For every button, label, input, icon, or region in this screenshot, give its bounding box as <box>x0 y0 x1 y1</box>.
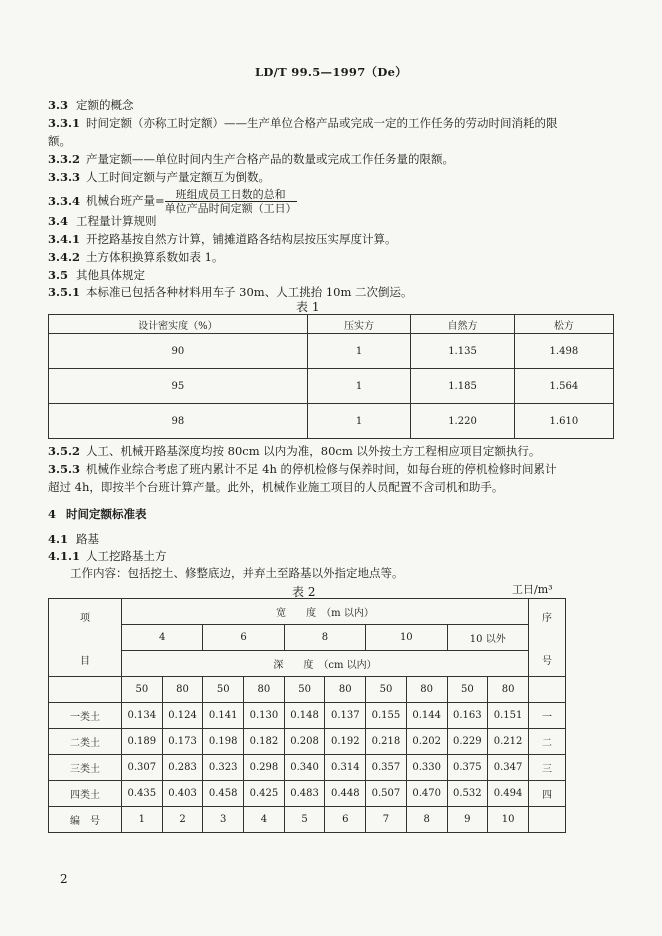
row-label: 四类土 <box>49 781 122 807</box>
section-number: 4.1 <box>48 532 69 546</box>
seq-header-top: 序 <box>542 612 552 624</box>
clause-4-1-1 <box>48 549 167 564</box>
depth-values-row <box>49 677 566 703</box>
clause-number: 3.3.2 <box>48 152 81 166</box>
item-header-cell <box>49 599 122 677</box>
clause-number: 3.5.1 <box>48 285 81 299</box>
clause-3-4-1 <box>48 232 397 247</box>
table-1-caption: 表 1 <box>296 300 320 314</box>
number-cell: 4 <box>244 807 285 833</box>
width-cell: 10 以外 <box>447 625 529 651</box>
table-cell: 0.340 <box>284 755 325 781</box>
table-row <box>49 703 566 729</box>
depth-cell: 80 <box>406 677 447 703</box>
table-cell: 0.323 <box>203 755 244 781</box>
number-row <box>49 807 566 833</box>
header-cell: 松方 <box>514 315 613 334</box>
table-cell: 0.458 <box>203 781 244 807</box>
table-cell: 0.403 <box>162 781 203 807</box>
running-header: LD/T 99.5—1997（De） <box>254 65 408 79</box>
table-row <box>49 369 614 404</box>
clause-3-5-2 <box>48 444 540 459</box>
table-cell: 0.130 <box>244 703 285 729</box>
section-heading: 工程量计算规则 <box>76 214 157 228</box>
number-cell: 9 <box>447 807 488 833</box>
table-cell: 0.137 <box>325 703 366 729</box>
table-cell: 0.483 <box>284 781 325 807</box>
table-cell: 0.182 <box>244 729 285 755</box>
table-row <box>49 755 566 781</box>
number-cell: 6 <box>325 807 366 833</box>
number-cell: 1 <box>122 807 163 833</box>
clause-3-3-2 <box>48 152 454 167</box>
table-cell: 0.155 <box>366 703 407 729</box>
table-cell: 0.494 <box>488 781 529 807</box>
table-cell: 0.208 <box>284 729 325 755</box>
clause-3-5-3 <box>48 462 557 477</box>
fraction-numerator: 班组成员工日数的总和 <box>165 188 297 202</box>
table-cell: 0.425 <box>244 781 285 807</box>
clause-number: 3.4.2 <box>48 250 81 264</box>
number-cell: 8 <box>406 807 447 833</box>
clause-number: 3.5.2 <box>48 444 81 458</box>
empty-cell <box>529 677 566 703</box>
depth-cell: 50 <box>284 677 325 703</box>
clause-text: 时间定额（亦称工时定额）——生产单位合格产品或完成一定的工作任务的劳动时间消耗的限 <box>86 116 558 130</box>
clause-3-4-2 <box>48 250 223 265</box>
row-label: 编 号 <box>49 807 122 833</box>
table-cell: 1.185 <box>411 369 514 404</box>
table-cell: 90 <box>49 334 308 369</box>
number-cell: 3 <box>203 807 244 833</box>
table-cell: 1.220 <box>411 404 514 439</box>
empty-cell <box>49 677 122 703</box>
section-heading: 定额的概念 <box>76 98 134 112</box>
table-cell: 1.610 <box>514 404 613 439</box>
depth-cell: 50 <box>203 677 244 703</box>
table-cell: 0.375 <box>447 755 488 781</box>
clause-3-5-3-continued: 超过 4h，即按半个台班计算产量。此外，机械作业施工项目的人员配置不含司机和助手。 <box>48 480 504 494</box>
table-2 <box>48 598 566 833</box>
table-cell: 0.448 <box>325 781 366 807</box>
table-cell: 0.298 <box>244 755 285 781</box>
table-cell: 0.347 <box>488 755 529 781</box>
depth-cell: 80 <box>244 677 285 703</box>
formula-lhs: 机械台班产量= <box>86 193 165 208</box>
width-cell: 4 <box>122 625 203 651</box>
table-row <box>49 729 566 755</box>
seq-cell: 四 <box>529 781 566 807</box>
section-heading: 其他具体规定 <box>76 268 145 282</box>
fraction-denominator: 单位产品时间定额（工日） <box>164 202 297 215</box>
item-header-bottom: 目 <box>80 655 90 667</box>
width-cell: 6 <box>203 625 284 651</box>
section-3-3 <box>48 98 134 113</box>
table-cell: 1.498 <box>514 334 613 369</box>
clause-3-5-1 <box>48 285 413 300</box>
width-cell: 10 <box>366 625 447 651</box>
table-cell: 0.189 <box>122 729 163 755</box>
depth-header: 深 度 （cm 以内） <box>122 651 529 677</box>
table-cell: 0.435 <box>122 781 163 807</box>
table-cell: 0.307 <box>122 755 163 781</box>
table-1 <box>48 314 614 439</box>
header-cell: 设计密实度（%） <box>49 315 308 334</box>
clause-text: 人工挖路基土方 <box>86 549 167 563</box>
clause-number: 3.4.1 <box>48 232 81 246</box>
table-cell: 0.283 <box>162 755 203 781</box>
table-cell: 1.135 <box>411 334 514 369</box>
clause-number: 3.3.3 <box>48 170 81 184</box>
seq-cell: 三 <box>529 755 566 781</box>
header-cell: 压实方 <box>307 315 410 334</box>
number-cell: 10 <box>488 807 529 833</box>
table-cell: 0.124 <box>162 703 203 729</box>
formula-fraction <box>165 188 297 215</box>
clause-text: 开挖路基按自然方计算，铺摊道路各结构层按压实厚度计算。 <box>86 232 397 246</box>
section-4-1 <box>48 532 99 547</box>
table-cell: 0.148 <box>284 703 325 729</box>
table-cell: 0.507 <box>366 781 407 807</box>
table-cell: 0.357 <box>366 755 407 781</box>
clause-3-3-3 <box>48 170 270 185</box>
table-cell: 0.218 <box>366 729 407 755</box>
depth-cell: 50 <box>366 677 407 703</box>
clause-text: 本标准已包括各种材料用车子 30m、人工挑抬 10m 二次倒运。 <box>86 285 413 299</box>
row-label: 三类土 <box>49 755 122 781</box>
clause-number: 3.5.3 <box>48 462 81 476</box>
depth-cell: 50 <box>447 677 488 703</box>
table-2-caption: 表 2 <box>292 585 316 599</box>
width-header: 宽 度 （m 以内） <box>122 599 529 625</box>
table-cell: 0.202 <box>406 729 447 755</box>
table-cell: 0.192 <box>325 729 366 755</box>
item-header-top: 项 <box>80 612 90 624</box>
work-content: 工作内容：包括挖土、修整底边，并弃土至路基以外指定地点等。 <box>70 566 404 580</box>
seq-cell: 二 <box>529 729 566 755</box>
header-cell: 自然方 <box>411 315 514 334</box>
table-row <box>49 781 566 807</box>
table-row <box>49 334 614 369</box>
section-heading: 路基 <box>76 532 99 546</box>
table-cell: 0.134 <box>122 703 163 729</box>
clause-number: 3.3.4 <box>48 193 81 208</box>
page-number: 2 <box>60 872 68 886</box>
table-cell: 0.163 <box>447 703 488 729</box>
table-cell: 1 <box>307 369 410 404</box>
clause-text: 产量定额——单位时间内生产合格产品的数量或完成工作任务量的限额。 <box>86 152 454 166</box>
chapter-4 <box>48 507 147 522</box>
section-number: 3.5 <box>48 268 69 282</box>
row-label: 一类土 <box>49 703 122 729</box>
row-label: 二类土 <box>49 729 122 755</box>
depth-cell: 50 <box>122 677 163 703</box>
seq-header-bottom: 号 <box>542 655 552 667</box>
table-header-row <box>49 315 614 334</box>
section-number: 3.4 <box>48 214 69 228</box>
table-cell: 0.330 <box>406 755 447 781</box>
clause-text: 机械作业综合考虑了班内累计不足 4h 的停机检修与保养时间，如每台班的停机检修时间累计 <box>86 462 557 476</box>
table-cell: 0.532 <box>447 781 488 807</box>
section-3-5 <box>48 268 145 283</box>
clause-number: 4.1.1 <box>48 549 81 563</box>
number-cell: 2 <box>162 807 203 833</box>
seq-header-cell <box>529 599 566 677</box>
number-cell: 7 <box>366 807 407 833</box>
width-header-row <box>49 599 566 625</box>
width-cell: 8 <box>284 625 365 651</box>
table-cell: 0.141 <box>203 703 244 729</box>
depth-header-row <box>49 651 566 677</box>
chapter-number: 4 <box>48 507 57 521</box>
empty-cell <box>529 807 566 833</box>
clause-3-3-4 <box>48 188 297 215</box>
depth-cell: 80 <box>162 677 203 703</box>
table-2-unit: 工日/m³ <box>512 583 553 596</box>
clause-number: 3.3.1 <box>48 116 81 130</box>
section-3-4 <box>48 214 157 229</box>
table-cell: 0.198 <box>203 729 244 755</box>
table-cell: 1.564 <box>514 369 613 404</box>
clause-3-3-1 <box>48 116 558 131</box>
table-cell: 0.470 <box>406 781 447 807</box>
table-cell: 1 <box>307 404 410 439</box>
clause-text: 人工、机械开路基深度均按 80cm 以内为准，80cm 以外按土方工程相应项目定额执行。 <box>86 444 541 458</box>
clause-text: 人工时间定额与产量定额互为倒数。 <box>86 170 270 184</box>
table-cell: 98 <box>49 404 308 439</box>
table-cell: 0.229 <box>447 729 488 755</box>
table-cell: 95 <box>49 369 308 404</box>
clause-text: 土方体积换算系数如表 1。 <box>86 250 224 264</box>
table-cell: 0.151 <box>488 703 529 729</box>
table-cell: 0.314 <box>325 755 366 781</box>
width-values-row <box>49 625 566 651</box>
number-cell: 5 <box>284 807 325 833</box>
table-cell: 0.144 <box>406 703 447 729</box>
chapter-heading: 时间定额标准表 <box>66 507 147 521</box>
depth-cell: 80 <box>488 677 529 703</box>
section-number: 3.3 <box>48 98 69 112</box>
depth-cell: 80 <box>325 677 366 703</box>
table-row <box>49 404 614 439</box>
seq-cell: 一 <box>529 703 566 729</box>
table-cell: 1 <box>307 334 410 369</box>
table-cell: 0.173 <box>162 729 203 755</box>
table-cell: 0.212 <box>488 729 529 755</box>
clause-3-3-1-continued: 额。 <box>48 134 71 148</box>
